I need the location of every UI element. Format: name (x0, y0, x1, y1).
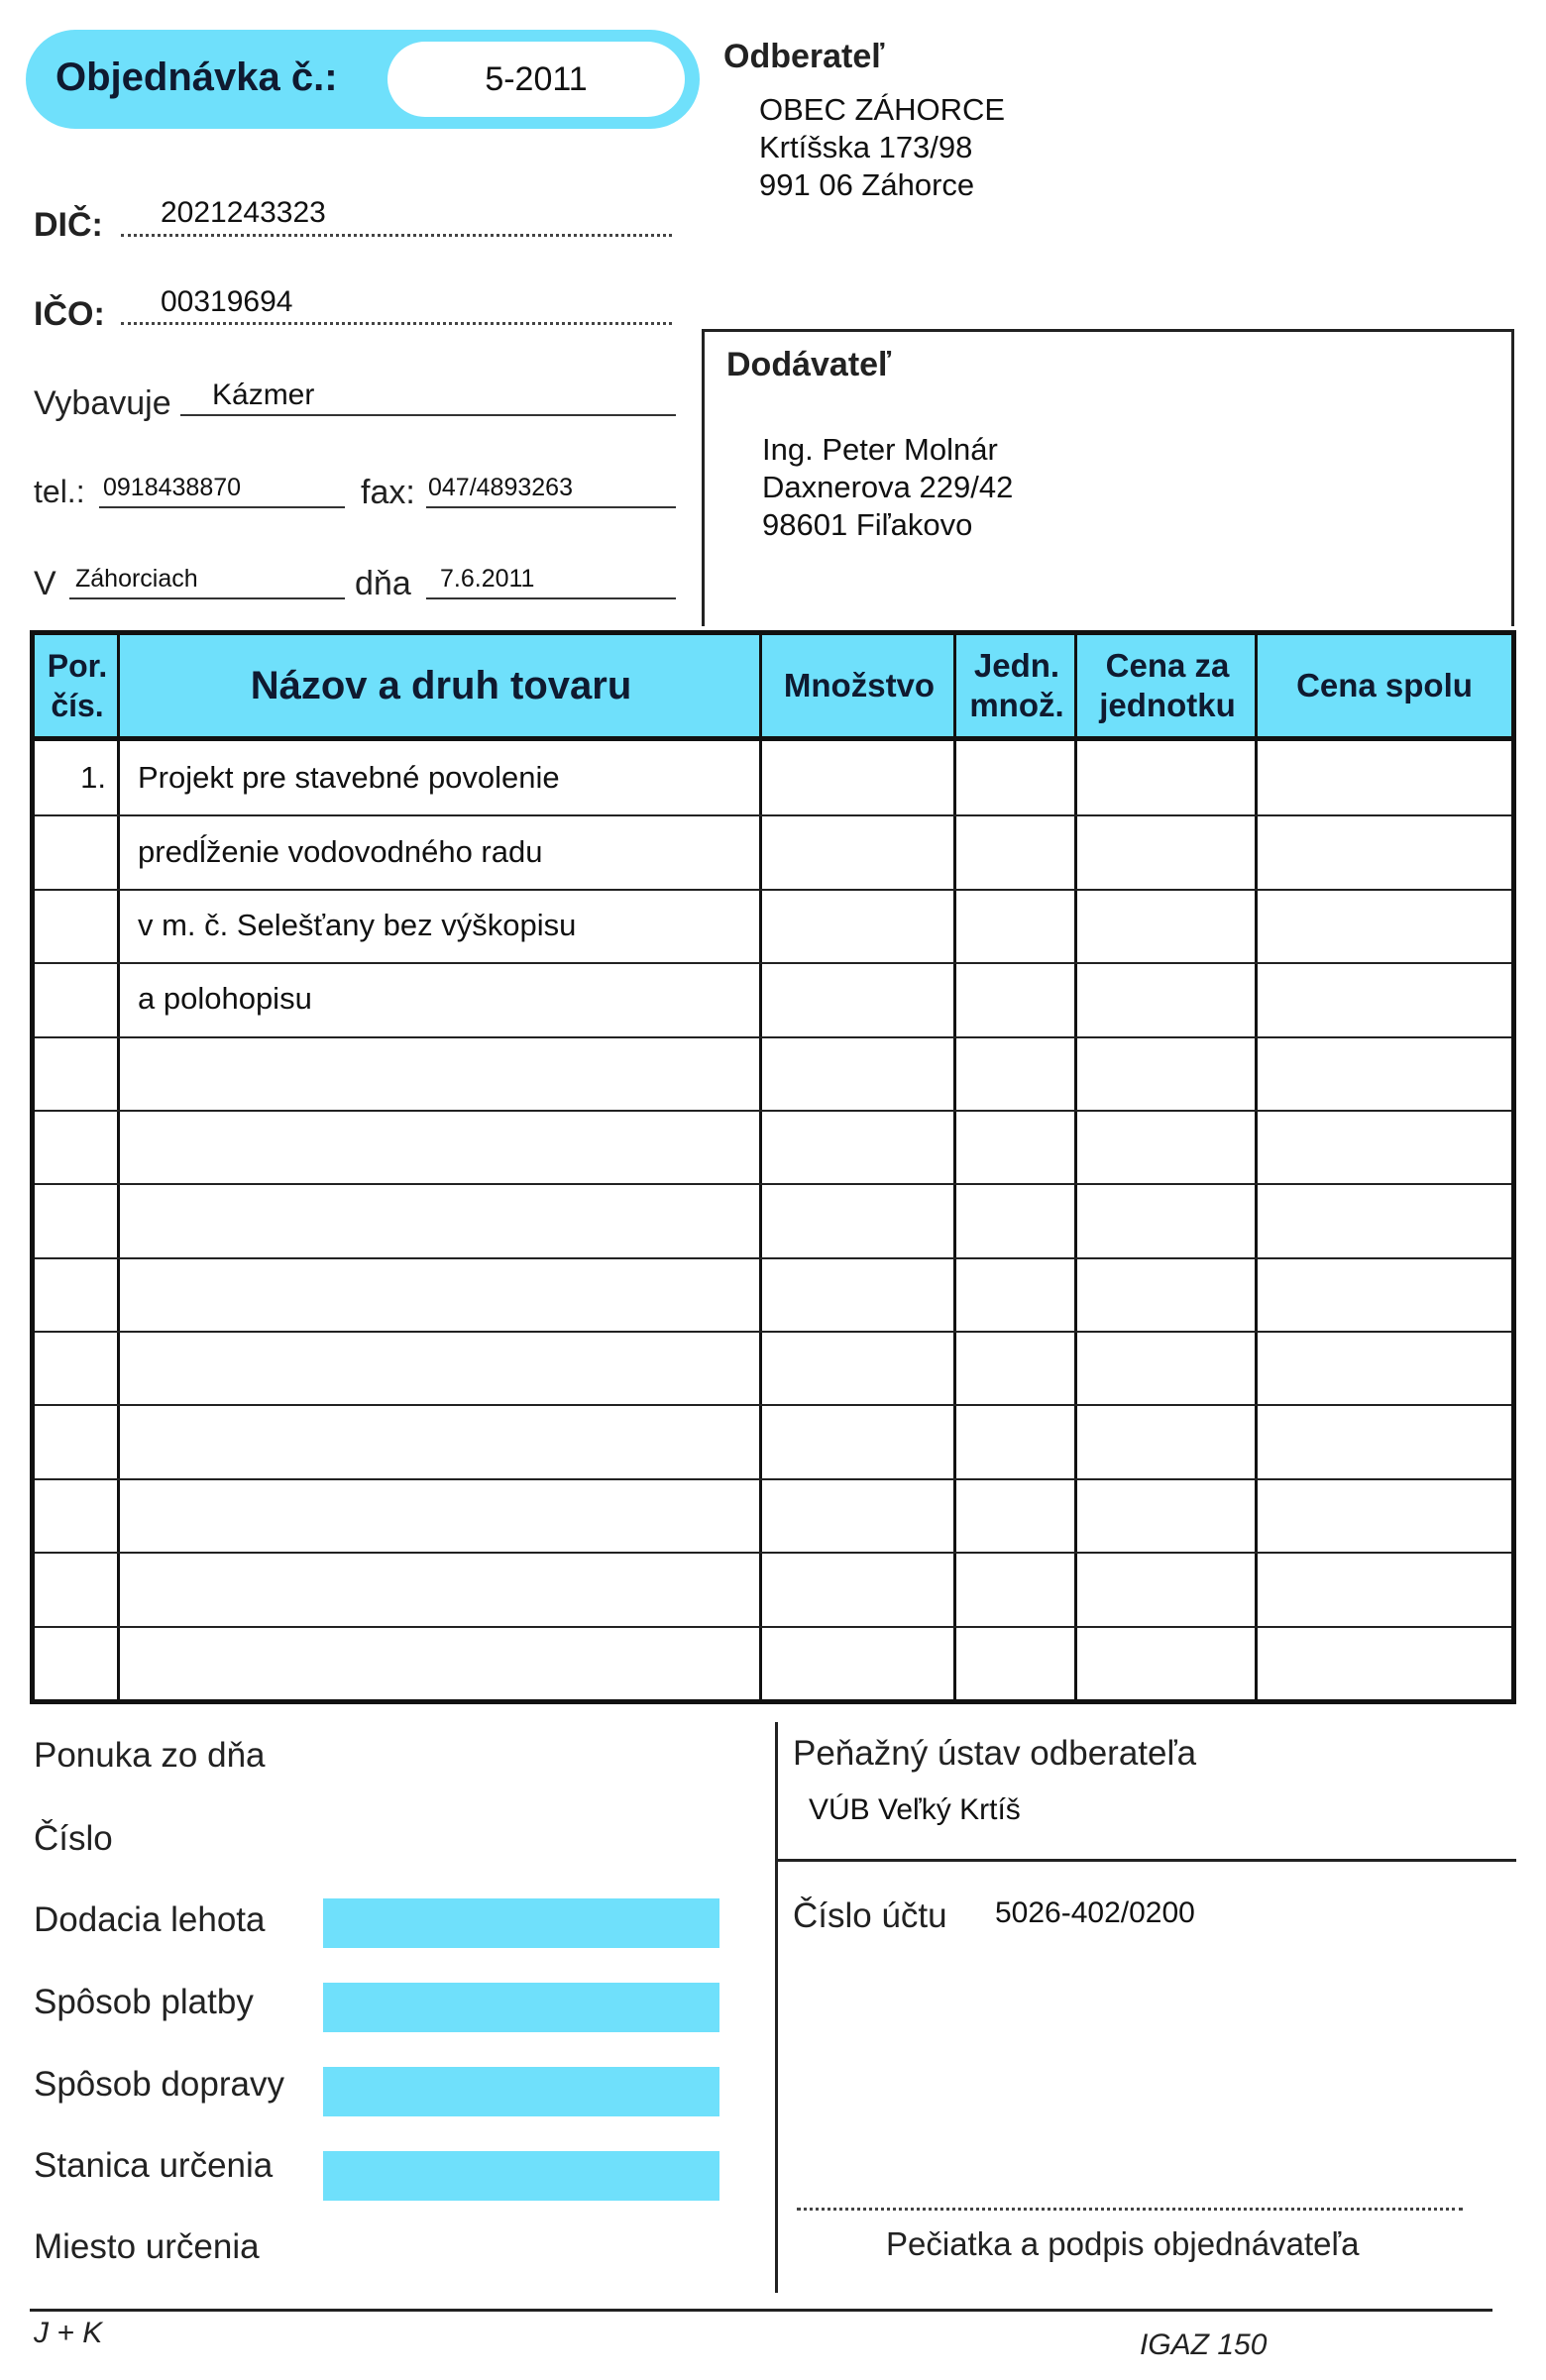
row-item-name[interactable]: v m. č. Selešťany bez výškopisu (138, 907, 577, 942)
header-unit-line2: množ. (969, 687, 1064, 723)
payment-label: Spôsob platby (34, 1983, 254, 2021)
header-unit (956, 635, 1077, 736)
header-total: Cena spolu (1296, 667, 1473, 703)
date-label: dňa (355, 565, 411, 602)
items-table (30, 630, 1516, 1704)
tel-value[interactable]: 0918438870 (103, 474, 242, 501)
header-name: Názov a druh tovaru (250, 664, 632, 707)
handled-by-line (180, 414, 676, 416)
ico-value[interactable]: 00319694 (161, 285, 293, 318)
supplier-address (762, 431, 1013, 544)
delivery-label: Dodacia lehota (34, 1900, 266, 1939)
row-item-name[interactable]: a polohopisu (138, 981, 312, 1017)
handled-by-value[interactable]: Kázmer (212, 379, 315, 411)
offer-date-label: Ponuka zo dňa (34, 1736, 266, 1775)
ico-label: IČO: (34, 295, 105, 333)
dic-label: DIČ: (34, 206, 103, 244)
column-divider (1255, 635, 1258, 1699)
supplier-address-line: Daxnerova 229/42 (762, 470, 1014, 504)
row-item-name[interactable]: Projekt pre stavebné povolenie (138, 760, 560, 796)
number-label: Číslo (34, 1819, 113, 1858)
bottom-rule (30, 2309, 1492, 2312)
date-line (426, 597, 676, 599)
row-divider (35, 1110, 1511, 1112)
header-unit-line1: Jedn. (973, 647, 1060, 684)
header-unit-price-line2: jednotku (1099, 687, 1236, 723)
place-line (69, 597, 345, 599)
row-divider (35, 889, 1511, 891)
row-divider (35, 814, 1511, 816)
transport-label: Spôsob dopravy (34, 2065, 284, 2104)
account-label: Číslo účtu (793, 1896, 947, 1935)
form-code-left: J + K (34, 2317, 103, 2349)
row-divider (35, 962, 1511, 964)
fax-line (426, 506, 676, 508)
row-divider (35, 1626, 1511, 1628)
fax-value[interactable]: 047/4893263 (428, 474, 573, 501)
tel-label: tel.: (34, 474, 85, 509)
dic-dotted-line (121, 234, 672, 237)
supplier-address-line: Ing. Peter Molnár (762, 432, 998, 467)
header-unit-price (1077, 635, 1258, 736)
supplier-address-line: 98601 Fiľakovo (762, 507, 973, 542)
transport-field[interactable] (323, 2067, 719, 2116)
form-code-right: IGAZ 150 (1140, 2328, 1268, 2361)
row-divider (35, 1331, 1511, 1333)
row-divider (35, 1478, 1511, 1480)
bank-label: Peňažný ústav odberateľa (793, 1734, 1197, 1773)
row-number[interactable]: 1. (80, 760, 106, 796)
column-divider (953, 635, 956, 1699)
payment-field[interactable] (323, 1983, 719, 2032)
order-number-label: Objednávka č.: (55, 55, 338, 99)
place-label: V (34, 565, 56, 602)
header-num-line1: Por. (47, 648, 108, 684)
customer-title: Odberateľ (723, 38, 885, 75)
bank-value[interactable]: VÚB Veľký Krtíš (809, 1793, 1021, 1826)
account-value[interactable]: 5026-402/0200 (995, 1896, 1195, 1929)
ico-dotted-line (121, 322, 672, 325)
column-divider (117, 635, 120, 1699)
dic-value[interactable]: 2021243323 (161, 196, 326, 229)
tel-line (99, 506, 345, 508)
place-value[interactable]: Záhorciach (75, 565, 198, 593)
row-item-name[interactable]: predĺženie vodovodného radu (138, 833, 543, 869)
header-unit-price-line1: Cena za (1105, 647, 1230, 684)
supplier-title: Dodávateľ (726, 346, 892, 383)
row-divider (35, 1552, 1511, 1554)
date-value[interactable]: 7.6.2011 (440, 565, 535, 593)
row-divider (35, 1404, 1511, 1406)
customer-address-line: 991 06 Záhorce (759, 167, 975, 202)
footer-divider-vertical (775, 1722, 778, 2293)
header-num (35, 635, 120, 736)
order-number-value: 5-2011 (485, 60, 588, 98)
station-label: Stanica určenia (34, 2146, 274, 2185)
delivery-field[interactable] (323, 1898, 719, 1948)
signature-label: Pečiatka a podpis objednávateľa (886, 2225, 1360, 2262)
station-field[interactable] (323, 2151, 719, 2201)
handled-by-label: Vybavuje (34, 384, 171, 422)
footer-divider-horizontal (777, 1859, 1516, 1862)
row-divider (35, 1036, 1511, 1038)
order-number-field[interactable] (387, 42, 685, 117)
customer-address-line: OBEC ZÁHORCE (759, 92, 1006, 127)
row-divider (35, 1183, 1511, 1185)
customer-address-line: Krtíšska 173/98 (759, 130, 973, 164)
place-of-delivery-label: Miesto určenia (34, 2227, 260, 2266)
column-divider (759, 635, 762, 1699)
header-num-line2: čís. (51, 688, 104, 723)
supplier-box (702, 329, 1514, 626)
header-qty: Množstvo (783, 667, 936, 703)
order-header (26, 30, 700, 129)
customer-address (759, 91, 1005, 204)
fax-label: fax: (361, 474, 415, 511)
row-divider (35, 1257, 1511, 1259)
signature-dotted-line (797, 2208, 1463, 2211)
column-divider (1074, 635, 1077, 1699)
